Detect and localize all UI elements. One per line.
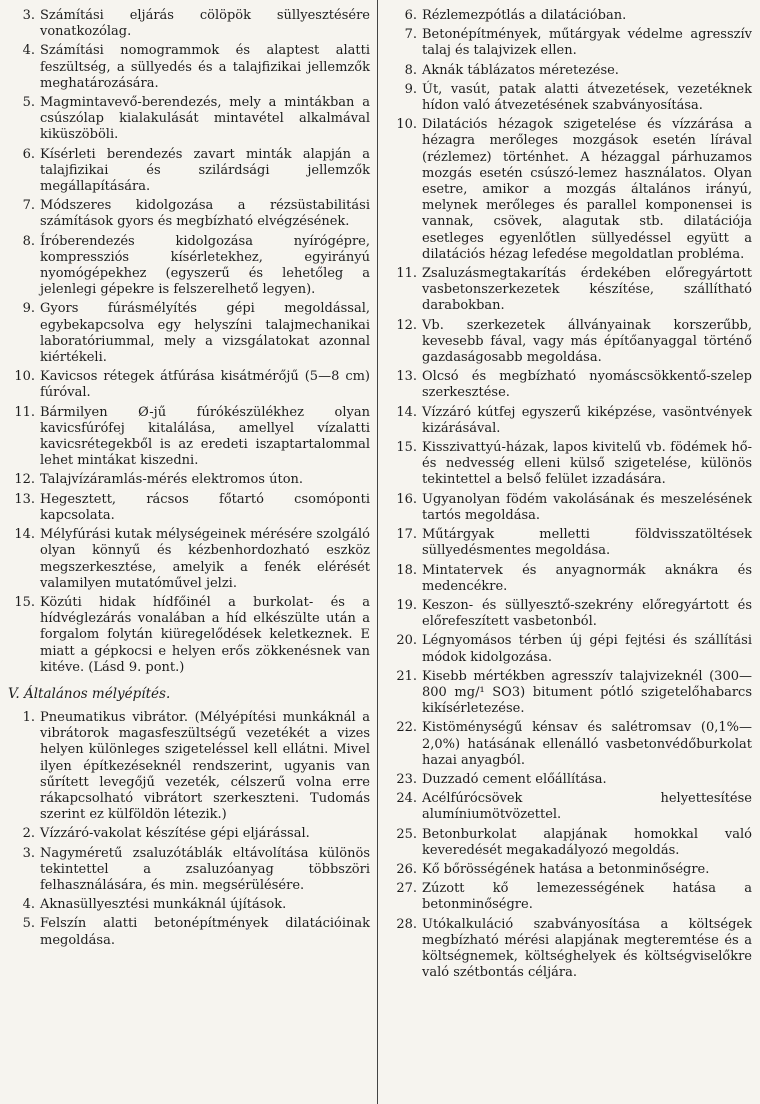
list-item [390, 27, 752, 59]
list-item [390, 827, 752, 859]
item-number: 16. [396, 491, 417, 507]
item-number: 27. [396, 881, 417, 897]
item-text: Aknasüllyesztési munkáknál újítások. [40, 897, 287, 913]
list-item [8, 301, 370, 366]
list-item [390, 772, 752, 788]
item-number: 4. [22, 43, 35, 59]
item-text: Zsaluzásmegtakarítás érdekében előregyártott vasbetonszerkezetek készítése, szállítható darabokban. [422, 266, 752, 314]
list-item [390, 791, 752, 823]
item-number: 5. [22, 916, 35, 932]
item-text: Számítási eljárás cölöpök süllyesztésére vonatkozólag. [40, 8, 370, 40]
list-item [8, 95, 370, 144]
item-text: Bármilyen Ø-jű fúrókészülékhez olyan kavicsfúrófej kitalálása, amellyel vízalatti kavicsrétegekből is az eredeti iszaptartalommal lehet mintákat kiszedni. [40, 404, 370, 469]
item-text: Vízzáró-vakolat készítése gépi eljárással. [40, 826, 310, 842]
item-text: Mintatervek és anyagnormák aknákra és medencékre. [422, 562, 752, 594]
item-text: Kísérleti berendezés zavart minták alapján a talajfizikai és szilárdsági jellemzők megállapítására. [40, 146, 370, 195]
item-number: 4. [22, 897, 35, 913]
list-item [390, 598, 752, 630]
section-heading: V. Általános mélyépítés. [8, 685, 171, 702]
item-number: 8. [404, 62, 417, 78]
list-item [390, 720, 752, 769]
item-text: Zúzott kő lemezességének hatása a betonminőségre. [422, 881, 752, 913]
item-text: Légnyomásos térben új gépi fejtési és szállítási módok kidolgozása. [422, 633, 752, 665]
list-item [8, 846, 370, 895]
list-item [390, 63, 752, 79]
left-items-bottom [8, 710, 370, 949]
item-text: Módszeres kidolgozása a rézsüstabilitási számítások gyors és megbízható elvégzésének. [40, 198, 370, 230]
item-number: 5. [22, 95, 35, 111]
right-items [390, 8, 752, 981]
item-text: Kavicsos rétegek átfúrása kisátmérőjű (5—8 cm) fúróval. [40, 369, 370, 401]
item-number: 3. [22, 8, 35, 23]
list-item [390, 266, 752, 315]
list-item [8, 492, 370, 524]
item-number: 19. [396, 597, 417, 613]
item-number: 9. [404, 81, 417, 97]
item-text: Út, vasút, patak alatti átvezetések, vezetéknek hídon való átvezetésének szabványosítása. [422, 81, 752, 114]
item-text: Műtárgyak melletti földvisszatöltések süllyedésmentes megoldása. [422, 527, 752, 559]
item-number: 24. [396, 791, 417, 807]
item-number: 8. [22, 233, 35, 249]
item-text: Olcsó és megbízható nyomáscsökkentő-szelep szerkesztése. [422, 369, 752, 401]
item-number: 20. [396, 633, 417, 649]
item-number: 17. [396, 527, 417, 543]
list-item [8, 234, 370, 299]
item-text: Íróberendezés kidolgozása nyírógépre, kompressziós kísérletekhez, egyirányú nyomógépekhez (egyszerű és lehetőleg a jelenlegi gépekre is felszerelhető legyen). [40, 233, 370, 298]
item-text: Betonburkolat alapjának homokkal való keveredését megakadályozó megoldás. [422, 826, 752, 858]
item-text: Számítási nomogrammok és alaptest alatti feszültség, a süllyedés és a talajfizikai jellemzők meghatározására. [40, 43, 370, 91]
list-item [8, 405, 370, 470]
item-number: 1. [22, 709, 35, 725]
item-text: Kistöménységű kénsav és salétromsav (0,1%—2,0%) hatásának ellenálló vasbetonvédőburkolat hazai anyagból. [422, 720, 752, 768]
list-item [8, 527, 370, 592]
item-text: Nagyméretű zsaluzótáblák eltávolítása különös tekintettel a zsaluzóanyag többszöri felhasználására, és min. megsérülésére. [40, 845, 370, 893]
item-text: Utókalkuláció szabványosítása a költségek megbízható mérési alapjának megteremtése és a költségnemek, költséghelyek és költségviselőkre való szétbontás céljára. [422, 916, 752, 981]
item-text: Felszín alatti betonépítmények dilatációinak megoldása. [40, 916, 370, 948]
item-number: 13. [396, 369, 417, 385]
item-number: 3. [22, 845, 35, 861]
item-number: 21. [396, 668, 417, 684]
list-item [8, 897, 370, 913]
item-number: 14. [396, 404, 417, 420]
item-text: Pneumatikus vibrátor. (Mélyépítési munkáknál a vibrátorok magasfeszültségű vezetékét a vizes helyen különleges szigeteléssel kell ellátni. Mivel ilyen építkezéseknél rendszerint, ugyanis van sűrített levegőjű vezeték, célszerű volna erre rákapcsolható vibrátort szerkeszteni. Tudomás szerint ez külföldön létezik.) [40, 709, 370, 823]
list-item [390, 8, 752, 24]
item-text: Kisszivattyú-házak, lapos kivitelű vb. födémek hő- és nedvesség elleni külső szigetelése, különös tekintettel a belső felület izzadására. [422, 440, 752, 488]
item-number: 25. [396, 826, 417, 842]
list-item [390, 369, 752, 401]
item-number: 11. [396, 266, 417, 282]
item-text: Acélfúrócsövek helyettesítése alumíniumötvözettel. [422, 791, 752, 823]
list-item [390, 117, 752, 263]
right-column [380, 8, 752, 1104]
item-number: 7. [22, 198, 35, 214]
item-text: Vb. szerkezetek állványainak korszerűbb, kevesebb fával, vagy más építőanyaggal történő gazdaságosabb megoldása. [422, 317, 752, 366]
item-text: Dilatációs hézagok szigetelése és vízzárása a hézagra merőleges mozgások esetén lírával (rézlemez) történhet. A hézaggal párhuzamos mozgás esetén csúszó-lemez használatos. Olyan esetre, amikor a mozgás általános irányú, melynek merőleges és parallel komponensei is vannak, csövek, alagutak stb. dilatációja esetleges egyenlőtlen süllyedéssel együtt a dilatációs hézag lefedése megoldatlan probléma. [422, 117, 752, 262]
item-number: 2. [22, 826, 35, 842]
item-text: Magmintavevő-berendezés, mely a mintákban a csúszólap kialakulását mintavétel alkalmával kiküszöböli. [40, 95, 370, 143]
list-item [390, 862, 752, 878]
item-text: Mélyfúrási kutak mélységeinek mérésére szolgáló olyan könnyű és kézbenhordozható eszköz megszerkesztése, amelyik a fenék elérését valamilyen mutatóművel jelzi. [40, 527, 370, 591]
item-text: Hegesztett, rácsos főtartó csomóponti kapcsolata. [40, 491, 370, 523]
list-item [390, 405, 752, 437]
item-number: 28. [396, 916, 417, 932]
list-item [390, 669, 752, 718]
item-number: 13. [14, 491, 35, 507]
item-number: 6. [404, 8, 417, 23]
item-number: 22. [396, 720, 417, 736]
list-item [390, 440, 752, 489]
list-item [8, 710, 370, 823]
item-number: 18. [396, 562, 417, 578]
list-item [390, 563, 752, 595]
list-item [8, 826, 370, 842]
column-divider [377, 0, 378, 1104]
item-text: Talajvízáramlás-mérés elektromos úton. [40, 472, 304, 488]
list-item [8, 369, 370, 401]
list-item [8, 43, 370, 92]
left-items-top [8, 8, 370, 676]
item-number: 15. [396, 440, 417, 456]
item-text: Kő bőrösségének hatása a betonminőségre. [422, 861, 710, 877]
item-number: 11. [14, 404, 35, 420]
left-column [8, 8, 380, 1104]
item-number: 9. [22, 301, 35, 317]
item-number: 14. [14, 527, 35, 543]
item-text: Gyors fúrásmélyítés gépi megoldással, egybekapcsolva egy helyszíni talajmechanikai laboratóriummal, mely a vizsgálatokat azonnal kiértékeli. [40, 301, 370, 366]
item-text: Rézlemezpótlás a dilatációban. [422, 8, 627, 23]
item-number: 23. [396, 771, 417, 787]
item-text: Vízzáró kútfej egyszerű kiképzése, vasöntvények kizárásával. [422, 404, 752, 436]
item-number: 10. [14, 369, 35, 385]
list-item [390, 527, 752, 559]
list-item [390, 82, 752, 114]
item-text: Keszon- és süllyesztő-szekrény előregyártott és előrefeszített vasbetonból. [422, 597, 752, 630]
list-item [390, 633, 752, 665]
list-item [8, 198, 370, 230]
item-number: 7. [404, 27, 417, 43]
list-item [390, 917, 752, 982]
item-text: Aknák táblázatos méretezése. [422, 62, 619, 78]
item-number: 15. [14, 594, 35, 610]
list-item [8, 916, 370, 948]
item-number: 10. [396, 117, 417, 133]
item-text: Közúti hidak hídfőinél a burkolat- és a hídvéglezárás vonalában a híd elkészülte után a forgalom folytán kiüregelődések keletkeznek. E miatt a gépkocsi e helyen erős zökkenésnek van kitéve. (Lásd 9. pont.) [40, 594, 370, 675]
item-text: Duzzadó cement előállítása. [422, 771, 607, 787]
item-text: Betonépítmények, műtárgyak védelme agresszív talaj és talajvizek ellen. [422, 27, 752, 59]
list-item [8, 8, 370, 40]
list-item [8, 595, 370, 676]
list-item [390, 492, 752, 524]
list-item [8, 147, 370, 196]
list-item [390, 318, 752, 367]
item-text: Kisebb mértékben agresszív talajvizeknél (300—800 mg/¹ SO3) bitument pótló szigetelőhabarcs kikísérletezése. [422, 668, 752, 717]
item-text: Ugyanolyan födém vakolásának és meszelésének tartós megoldása. [422, 491, 752, 523]
item-number: 12. [14, 472, 35, 488]
list-item [390, 881, 752, 913]
item-number: 6. [22, 146, 35, 162]
item-number: 12. [396, 317, 417, 333]
list-item [8, 472, 370, 488]
item-number: 26. [396, 861, 417, 877]
